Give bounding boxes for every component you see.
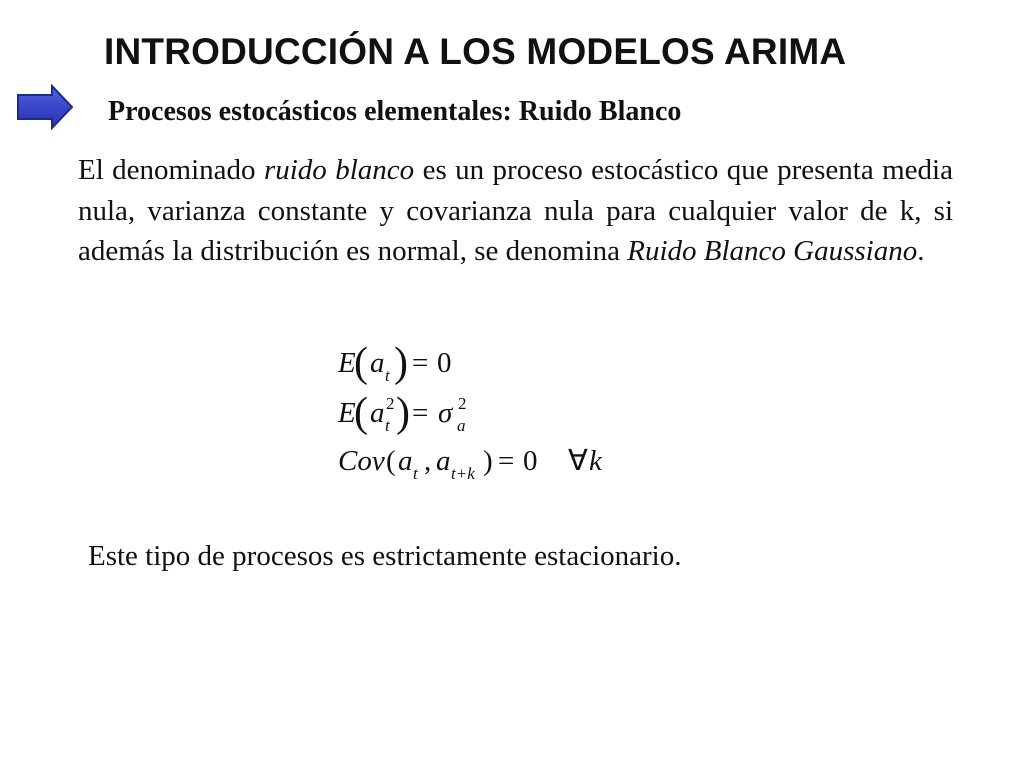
formula-cov-eq: = [498, 445, 515, 477]
paragraph-text-3: . [917, 235, 925, 267]
formula-cov-var1: a [398, 445, 413, 477]
formula-mean-open-paren: ( [354, 340, 368, 386]
formula-variance-sigma-sup: 2 [458, 394, 467, 413]
formula-cov-var2: a [436, 445, 451, 477]
formula-variance-sigma: σ [438, 397, 453, 429]
formula-covariance [338, 445, 603, 483]
formula-mean-sub: t [385, 366, 390, 385]
formula-cov-close-paren: ) [483, 445, 493, 477]
formula-variance-sigma-sub: a [457, 416, 466, 435]
formula-variance-func: E [338, 397, 356, 429]
formula-mean-rhs: 0 [437, 347, 452, 379]
slide-subtitle: Procesos estocásticos elementales: Ruido Blanco [108, 96, 682, 127]
slide-title: INTRODUCCIÓN A LOS MODELOS ARIMA [104, 31, 847, 72]
formula-cov-comma: , [424, 445, 432, 477]
formula-variance-sup: 2 [386, 394, 395, 413]
formula-cov-forall: ∀ [568, 445, 588, 477]
paragraph-text-2: es un proceso estocástico que presenta media nula, varianza constante y covarianza nula para cualquier valor de k, si además la distribución es normal, se denomina [78, 154, 953, 267]
formula-cov-forall-var: k [589, 445, 602, 477]
right-arrow-icon [16, 84, 74, 130]
formula-cov-sub1: t [413, 464, 418, 483]
formula-mean-func: E [338, 347, 356, 379]
definition-paragraph [78, 150, 953, 272]
formula-block [338, 340, 658, 500]
formula-variance-eq: = [412, 397, 429, 429]
paragraph-italic-name: Ruido Blanco Gaussiano [627, 235, 918, 267]
formula-mean-var: a [370, 347, 385, 379]
formula-mean-close-paren: ) [394, 340, 408, 386]
formula-variance-open-paren: ( [354, 390, 368, 436]
formula-cov-open-paren: ( [386, 445, 396, 477]
conclusion-text: Este tipo de procesos es estrictamente estacionario. [88, 540, 682, 572]
formula-cov-func: Cov [338, 445, 385, 477]
paragraph-text-1: El denominado [78, 154, 264, 186]
formula-cov-sub2: t+k [451, 464, 475, 483]
paragraph-italic-term: ruido blanco [263, 154, 415, 186]
formula-variance-close-paren: ) [396, 390, 410, 436]
formula-cov-rhs: 0 [523, 445, 538, 477]
formula-variance-var: a [370, 397, 385, 429]
formula-variance [337, 390, 467, 436]
formula-mean-eq: = [412, 347, 429, 379]
formula-mean [337, 340, 452, 386]
formula-variance-sub: t [385, 416, 390, 435]
